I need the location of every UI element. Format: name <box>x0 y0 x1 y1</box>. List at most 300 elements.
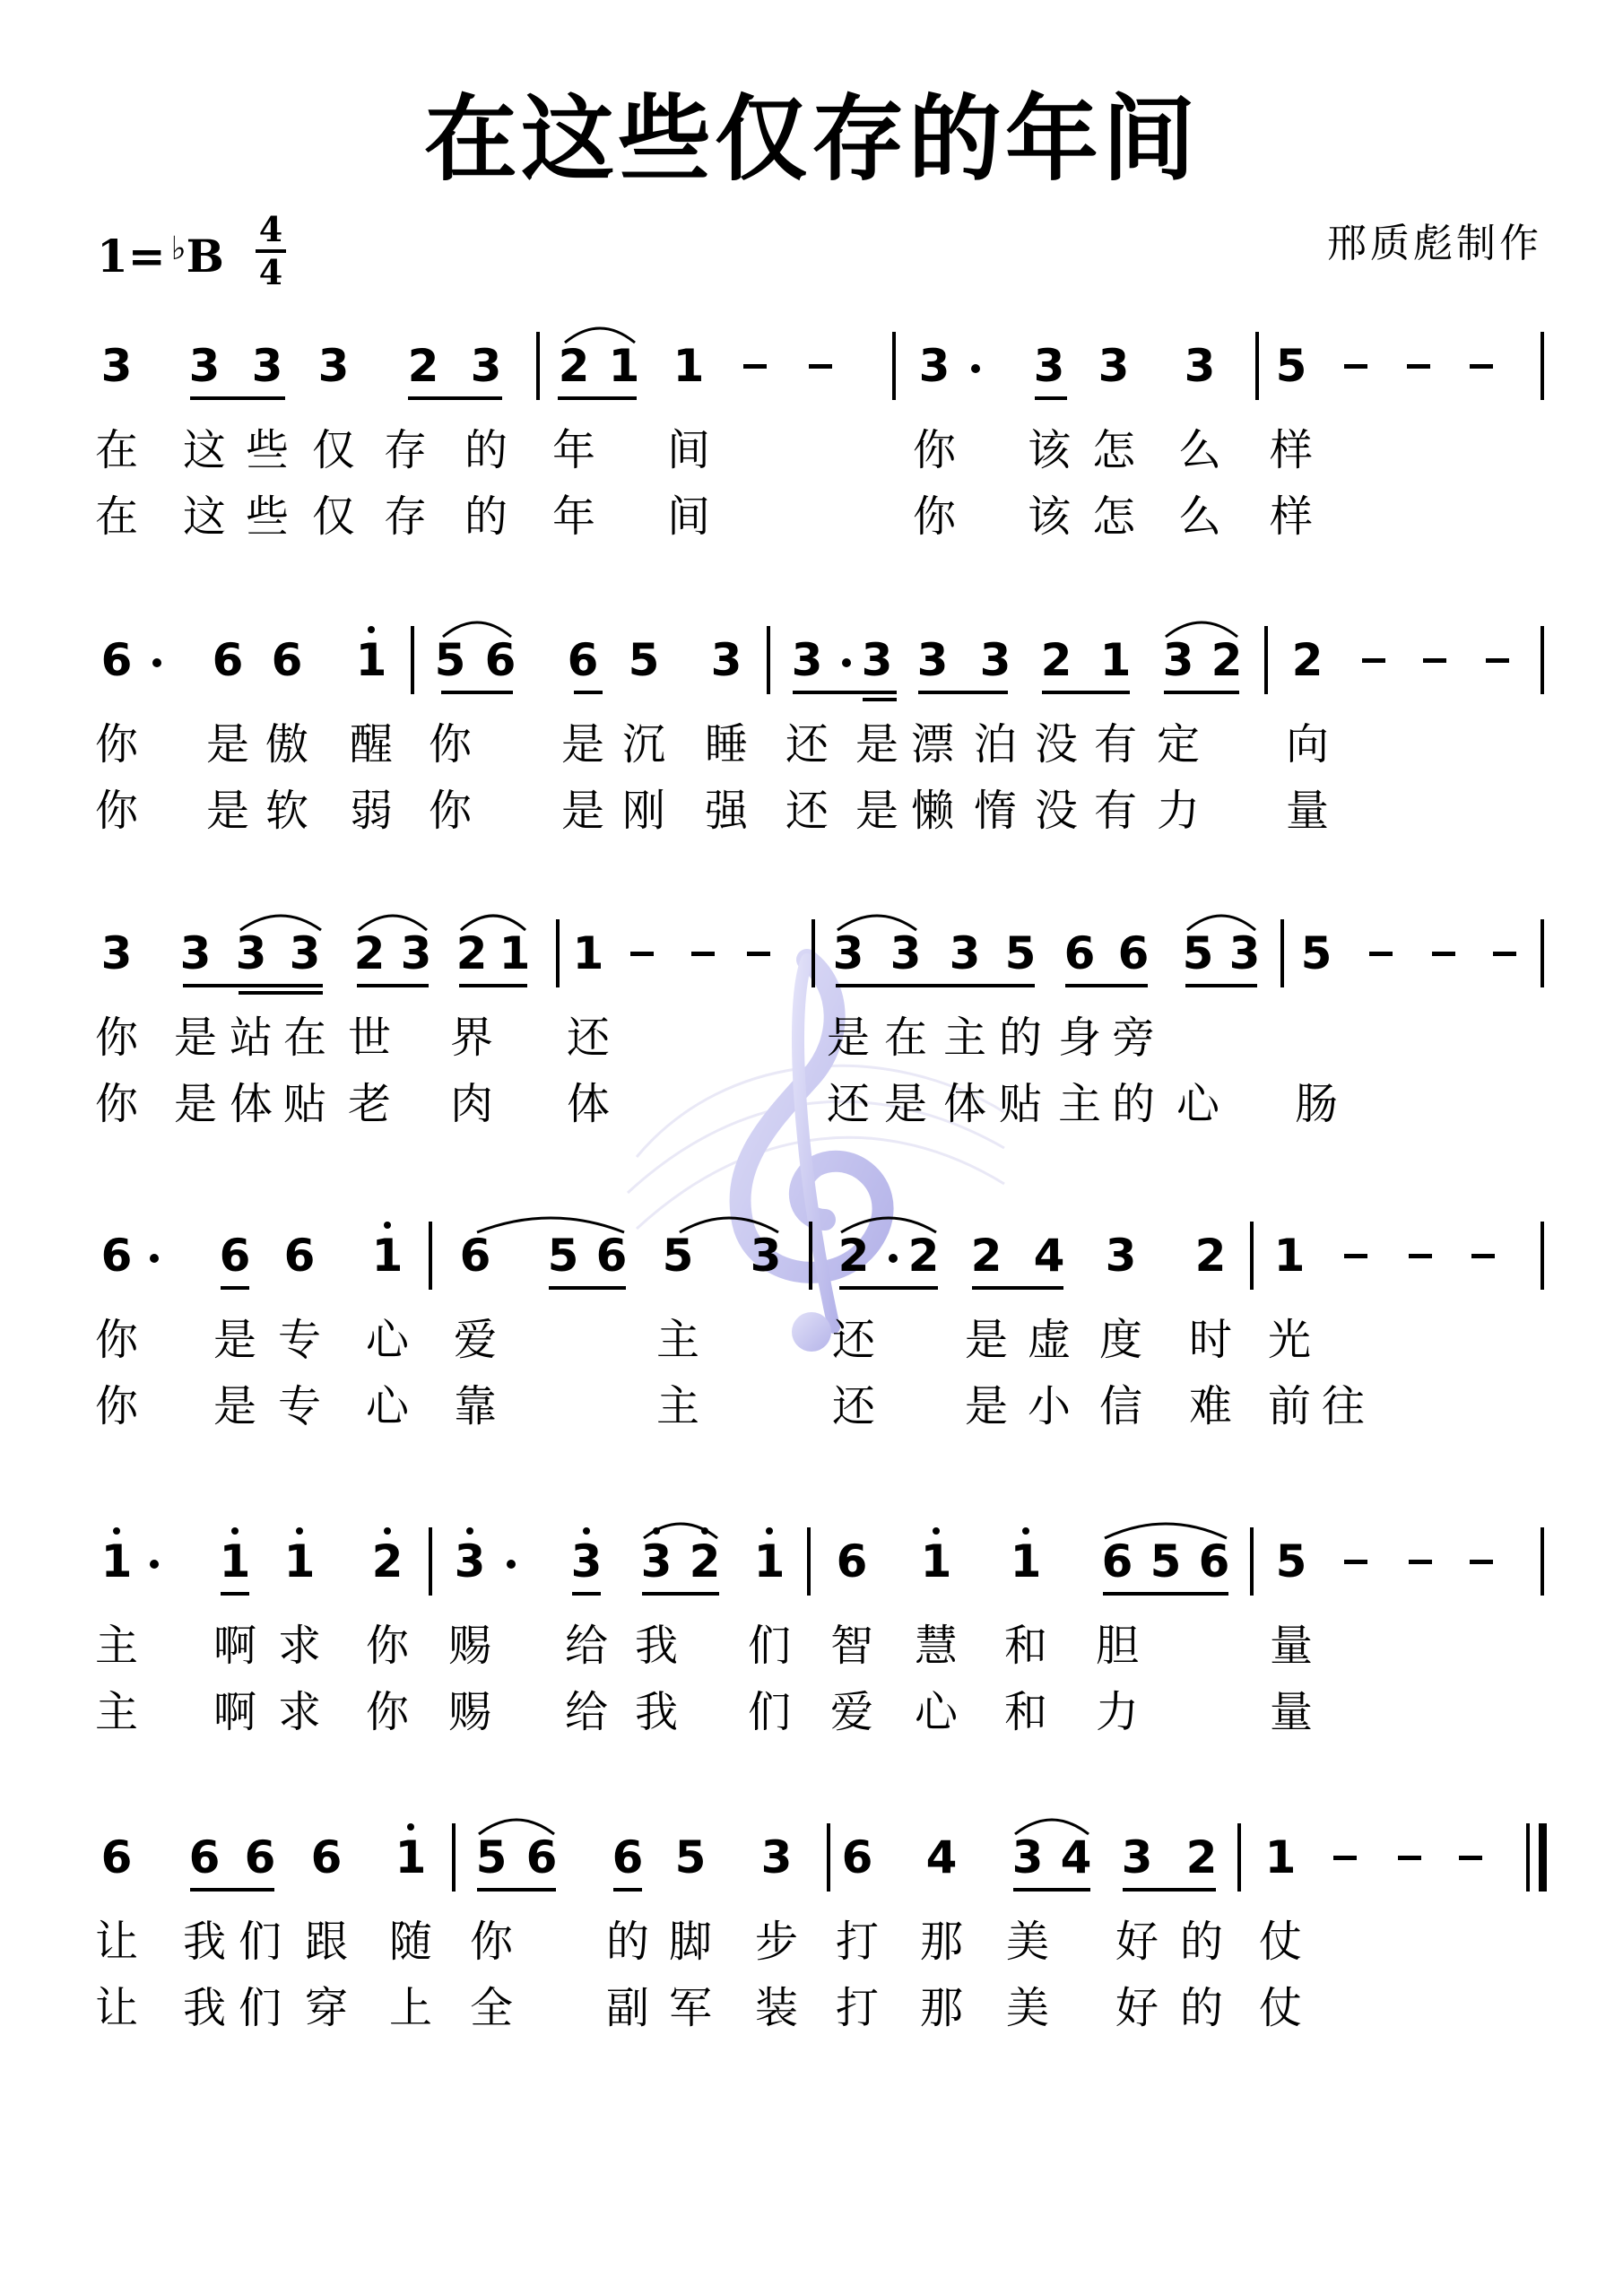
augmentation-dot <box>150 1560 159 1569</box>
lyric-verse-1: 让 <box>94 1917 138 1967</box>
lyric-verse-1: 的 <box>1179 1917 1223 1967</box>
lyric-verse-2: 么 <box>1177 491 1221 542</box>
lyric-verse-2: 那 <box>919 1983 963 2033</box>
lyric-verse-1: 心 <box>365 1315 409 1365</box>
note: 3 <box>1098 340 1130 392</box>
note: 5 <box>1004 927 1037 979</box>
note: 3 <box>750 1230 782 1282</box>
augmentation-dot <box>889 1254 898 1263</box>
note: 3 <box>470 340 502 392</box>
lyric-verse-2: 心 <box>914 1687 958 1737</box>
sustain-dash <box>1409 1254 1432 1258</box>
beam-underline <box>836 984 1035 987</box>
sustain-dash <box>1409 1560 1432 1564</box>
sustain-dash <box>1486 658 1509 663</box>
beam-underline <box>558 396 637 400</box>
lyric-verse-1: 们 <box>238 1917 282 1967</box>
lyric-verse-2: 全 <box>469 1983 513 2033</box>
sustain-dash <box>691 952 715 956</box>
lyric-verse-1: 时 <box>1188 1315 1232 1365</box>
sustain-dash <box>1432 952 1455 956</box>
augmentation-dot <box>150 1254 159 1263</box>
sustain-dash <box>1369 952 1393 956</box>
lyric-verse-1: 仅 <box>311 425 355 475</box>
lyric-verse-1: 专 <box>277 1315 321 1365</box>
note: 5 <box>1300 927 1332 979</box>
note: 3 <box>832 927 864 979</box>
lyric-verse-1: 步 <box>754 1917 798 1967</box>
beam-underline <box>183 984 323 987</box>
lyric-verse-1: 年 <box>551 425 595 475</box>
note: 2 <box>558 340 590 392</box>
lyric-verse-2: 往 <box>1321 1381 1365 1431</box>
beam-underline <box>221 1592 249 1596</box>
note: 1 <box>608 340 640 392</box>
lyric-verse-1: 度 <box>1098 1315 1142 1365</box>
beam-underline <box>918 691 1008 694</box>
high-octave-dot <box>231 1527 239 1535</box>
lyric-verse-1: 的 <box>998 1013 1042 1063</box>
lyric-verse-2: 贴 <box>998 1079 1042 1129</box>
lyric-verse-2: 你 <box>428 786 472 836</box>
slur-tie <box>678 1209 780 1236</box>
beam-underline <box>239 991 323 995</box>
note: 1 <box>918 1536 954 1587</box>
lyric-verse-1: 是 <box>213 1315 256 1365</box>
credit-text: 邢质彪制作 <box>1327 221 1542 266</box>
note: 1 <box>572 927 604 979</box>
note: 5 <box>674 1831 707 1883</box>
high-octave-dot <box>466 1527 473 1535</box>
note: 1 <box>751 1536 787 1587</box>
barline <box>411 626 414 694</box>
note: 1 <box>1264 1831 1297 1883</box>
slur-tie <box>563 319 637 346</box>
lyric-verse-2: 些 <box>245 491 289 542</box>
note: 6 <box>1117 927 1150 979</box>
note: 3 <box>1162 634 1194 686</box>
key-note: B <box>186 230 224 283</box>
high-octave-dot <box>113 1527 120 1535</box>
lyric-verse-2: 们 <box>238 1983 282 2033</box>
note: 3 <box>179 927 212 979</box>
lyric-verse-2: 军 <box>668 1983 712 2033</box>
sustain-dash <box>1362 658 1385 663</box>
lyric-verse-2: 们 <box>747 1687 791 1737</box>
lyric-verse-1: 站 <box>229 1013 273 1063</box>
note: 6 <box>484 634 516 686</box>
lyric-verse-1: 这 <box>182 425 226 475</box>
barline-end <box>1541 626 1544 694</box>
note: 6 <box>100 1230 133 1282</box>
lyric-verse-1: 光 <box>1267 1315 1311 1365</box>
lyric-verse-1: 没 <box>1034 719 1078 770</box>
lyric-verse-1: 是 <box>205 719 249 770</box>
sustain-dash <box>1344 1560 1367 1564</box>
note: 3 <box>979 634 1011 686</box>
beam-underline <box>1164 691 1239 694</box>
note: 1 <box>1008 1536 1044 1587</box>
lyric-verse-2: 啊 <box>213 1687 256 1737</box>
lyric-verse-1: 美 <box>1005 1917 1049 1967</box>
barline <box>812 919 815 987</box>
note: 1 <box>1273 1230 1306 1282</box>
lyric-verse-2: 体 <box>942 1079 986 1129</box>
lyric-verse-2: 仅 <box>311 491 355 542</box>
sustain-dash <box>1471 1254 1495 1258</box>
note: 4 <box>925 1831 958 1883</box>
lyric-verse-2: 还 <box>826 1079 870 1129</box>
barline <box>429 1222 432 1290</box>
lyric-verse-2: 在 <box>94 491 138 542</box>
note: 2 <box>407 340 439 392</box>
beam-underline <box>613 1888 642 1892</box>
note: 6 <box>595 1230 628 1282</box>
lyric-verse-1: 你 <box>912 425 956 475</box>
lyric-verse-2: 量 <box>1269 1687 1313 1737</box>
lyric-verse-2: 求 <box>277 1687 321 1737</box>
note: 6 <box>1101 1535 1133 1587</box>
lyric-verse-1: 智 <box>829 1621 873 1671</box>
barline <box>892 332 896 400</box>
staff-system <box>0 1222 1623 1491</box>
beam-underline <box>1065 984 1148 987</box>
lyric-verse-1: 量 <box>1269 1621 1313 1671</box>
note: 2 <box>353 927 386 979</box>
note: 2 <box>970 1230 1002 1282</box>
lyric-verse-2: 年 <box>551 491 595 542</box>
note: 2 <box>1185 1831 1218 1883</box>
note: 6 <box>1063 927 1096 979</box>
high-octave-dot <box>296 1527 303 1535</box>
lyric-verse-1: 沉 <box>621 719 665 770</box>
barline <box>536 332 540 400</box>
note: 3 <box>638 1536 674 1587</box>
sustain-dash <box>1398 1856 1421 1860</box>
lyric-verse-1: 跟 <box>304 1917 348 1967</box>
note: 2 <box>1040 634 1072 686</box>
barline <box>827 1823 830 1892</box>
lyric-verse-2: 老 <box>347 1079 391 1129</box>
note: 6 <box>525 1831 558 1883</box>
note: 3 <box>861 634 893 686</box>
lyric-verse-1: 漂 <box>910 719 954 770</box>
lyric-verse-1: 样 <box>1269 425 1313 475</box>
note: 2 <box>687 1536 723 1587</box>
lyric-verse-2: 间 <box>666 491 710 542</box>
lyric-verse-1: 些 <box>245 425 289 475</box>
lyric-verse-2: 靠 <box>453 1381 497 1431</box>
beam-underline <box>839 1286 938 1290</box>
note: 3 <box>100 927 133 979</box>
lyric-verse-2: 的 <box>1179 1983 1223 2033</box>
note: 5 <box>628 634 660 686</box>
staff-system <box>0 332 1623 601</box>
slur-tie <box>642 1515 719 1542</box>
barline-end <box>1541 1222 1544 1290</box>
note: 3 <box>1011 1831 1044 1883</box>
lyric-verse-2: 是 <box>560 786 604 836</box>
lyric-verse-2: 还 <box>831 1381 875 1431</box>
lyric-verse-2: 怎 <box>1091 491 1135 542</box>
lyric-verse-2: 信 <box>1098 1381 1142 1431</box>
sustain-dash <box>747 952 770 956</box>
sustain-dash <box>630 952 654 956</box>
beam-underline <box>408 396 502 400</box>
note: 1 <box>369 1231 405 1281</box>
note: 6 <box>244 1831 276 1883</box>
lyric-verse-2: 你 <box>94 1381 138 1431</box>
lyric-verse-1: 随 <box>388 1917 432 1967</box>
lyric-verse-2: 还 <box>785 786 829 836</box>
lyric-verse-2: 美 <box>1005 1983 1049 2033</box>
lyric-verse-2: 仗 <box>1258 1983 1302 2033</box>
lyric-verse-1: 是 <box>964 1315 1008 1365</box>
note: 6 <box>219 1230 251 1282</box>
lyric-verse-2: 贴 <box>282 1079 326 1129</box>
lyric-verse-1: 主 <box>94 1621 138 1671</box>
lyric-verse-2: 懒 <box>910 786 954 836</box>
slur-tie <box>1103 1515 1228 1542</box>
lyric-verse-1: 是 <box>826 1013 870 1063</box>
beam-underline <box>572 1592 601 1596</box>
slur-tie <box>1185 907 1257 934</box>
lyric-verse-2: 你 <box>94 786 138 836</box>
note: 3 <box>568 1536 604 1587</box>
sustain-dash <box>1423 658 1446 663</box>
time-signature <box>253 209 289 292</box>
lyric-verse-2: 体 <box>229 1079 273 1129</box>
lyric-verse-2: 给 <box>564 1687 608 1737</box>
lyric-verse-2: 爱 <box>829 1687 873 1737</box>
note: 6 <box>459 1230 491 1282</box>
beam-underline <box>190 1888 274 1892</box>
note: 5 <box>1182 927 1214 979</box>
lyric-verse-1: 在 <box>883 1013 927 1063</box>
slur-tie <box>1013 1811 1090 1838</box>
note: 2 <box>1194 1230 1227 1282</box>
note: 4 <box>1033 1230 1065 1282</box>
sustain-dash <box>1470 364 1493 369</box>
note: 1 <box>353 635 389 685</box>
note: 3 <box>235 927 267 979</box>
note: 6 <box>310 1831 343 1883</box>
lyric-verse-2: 肠 <box>1294 1079 1338 1129</box>
lyric-verse-2: 小 <box>1027 1381 1071 1431</box>
lyric-verse-1: 的 <box>605 1917 649 1967</box>
note: 6 <box>212 634 244 686</box>
final-barline-thin <box>1526 1823 1530 1892</box>
lyric-verse-2: 的 <box>464 491 508 542</box>
barline <box>767 626 770 694</box>
note: 2 <box>838 1230 870 1282</box>
lyric-verse-2: 这 <box>182 491 226 542</box>
slur-tie <box>239 907 323 934</box>
lyric-verse-1: 你 <box>94 1315 138 1365</box>
lyric-verse-2: 副 <box>605 1983 649 2033</box>
lyric-verse-2: 没 <box>1034 786 1078 836</box>
lyric-verse-1: 好 <box>1115 1917 1159 1967</box>
lyric-verse-1: 主 <box>655 1315 699 1365</box>
lyric-verse-2: 弱 <box>349 786 393 836</box>
lyric-verse-1: 打 <box>835 1917 879 1967</box>
lyric-verse-2: 是 <box>205 786 249 836</box>
augmentation-dot <box>842 658 851 667</box>
note: 3 <box>289 927 321 979</box>
sustain-dash <box>1493 952 1516 956</box>
key-signature <box>97 222 224 283</box>
note: 3 <box>452 1536 488 1587</box>
lyric-verse-1: 有 <box>1093 719 1137 770</box>
barline <box>1237 1823 1241 1892</box>
song-title: 在这些仅存的年间 <box>423 83 1199 194</box>
beam-underline <box>863 698 897 701</box>
lyric-verse-1: 界 <box>449 1013 493 1063</box>
lyric-verse-2: 有 <box>1093 786 1137 836</box>
note: 3 <box>1121 1831 1153 1883</box>
sustain-dash <box>743 364 767 369</box>
lyric-verse-2: 穿 <box>304 1983 348 2033</box>
note: 1 <box>99 1536 135 1587</box>
lyric-verse-1: 旁 <box>1111 1013 1155 1063</box>
beam-underline <box>1103 1592 1228 1596</box>
beam-underline <box>1185 984 1257 987</box>
barline <box>1280 919 1284 987</box>
lyric-verse-1: 你 <box>94 719 138 770</box>
lyric-verse-1: 虚 <box>1027 1315 1071 1365</box>
note: 3 <box>251 340 283 392</box>
beam-underline <box>574 691 603 694</box>
lyric-verse-1: 的 <box>464 425 508 475</box>
lyric-verse-2: 主 <box>1057 1079 1101 1129</box>
lyric-verse-1: 定 <box>1156 719 1200 770</box>
lyric-verse-1: 怎 <box>1091 425 1135 475</box>
note: 1 <box>673 340 705 392</box>
lyric-verse-1: 是 <box>173 1013 217 1063</box>
sustain-dash <box>1470 1560 1493 1564</box>
note: 3 <box>890 927 922 979</box>
lyric-verse-1: 是 <box>560 719 604 770</box>
lyric-verse-1: 主 <box>942 1013 986 1063</box>
slur-tie <box>839 1209 938 1236</box>
lyric-verse-2: 是 <box>213 1381 256 1431</box>
lyric-verse-1: 爱 <box>453 1315 497 1365</box>
barline <box>556 919 560 987</box>
lyric-verse-1: 你 <box>94 1013 138 1063</box>
lyric-verse-2: 惰 <box>973 786 1017 836</box>
note: 3 <box>1184 340 1216 392</box>
lyric-verse-2: 是 <box>173 1079 217 1129</box>
beam-underline <box>221 1286 249 1290</box>
lyric-verse-2: 我 <box>182 1983 226 2033</box>
lyric-verse-1: 还 <box>785 719 829 770</box>
lyric-verse-1: 那 <box>919 1917 963 1967</box>
note: 6 <box>836 1535 868 1587</box>
note: 6 <box>612 1831 644 1883</box>
high-octave-dot <box>368 626 375 633</box>
lyric-verse-2: 好 <box>1115 1983 1159 2033</box>
note: 5 <box>1150 1535 1182 1587</box>
lyric-verse-2: 是 <box>855 786 898 836</box>
note: 6 <box>100 1831 133 1883</box>
sustain-dash <box>1333 1856 1357 1860</box>
high-octave-dot <box>407 1823 414 1831</box>
note: 3 <box>188 340 221 392</box>
beam-underline <box>459 984 527 987</box>
lyric-verse-2: 体 <box>566 1079 610 1129</box>
lyric-verse-2: 刚 <box>621 786 665 836</box>
note: 3 <box>1033 340 1065 392</box>
beam-underline <box>793 691 897 694</box>
note: 6 <box>188 1831 221 1883</box>
lyric-verse-2: 样 <box>1269 491 1313 542</box>
lyric-verse-2: 你 <box>365 1687 409 1737</box>
slur-tie <box>441 613 513 640</box>
augmentation-dot <box>971 364 980 373</box>
lyric-verse-2: 强 <box>704 786 748 836</box>
lyric-verse-1: 你 <box>428 719 472 770</box>
lyric-verse-1: 和 <box>1003 1621 1047 1671</box>
lyric-verse-1: 脚 <box>668 1917 712 1967</box>
lyric-verse-2: 主 <box>655 1381 699 1431</box>
lyric-verse-1: 间 <box>666 425 710 475</box>
lyric-verse-2: 软 <box>265 786 308 836</box>
lyric-verse-1: 睡 <box>704 719 748 770</box>
lyric-verse-2: 难 <box>1188 1381 1232 1431</box>
staff-system <box>0 919 1623 1188</box>
lyric-verse-1: 我 <box>634 1621 678 1671</box>
lyric-verse-2: 是 <box>883 1079 927 1129</box>
barline <box>807 1527 811 1596</box>
lyric-verse-2: 存 <box>383 491 427 542</box>
lyric-verse-1: 你 <box>469 1917 513 1967</box>
note: 5 <box>547 1230 579 1282</box>
note: 3 <box>918 340 950 392</box>
lyric-verse-1: 在 <box>94 425 138 475</box>
lyric-verse-1: 胆 <box>1095 1621 1139 1671</box>
note: 3 <box>1228 927 1261 979</box>
lyric-verse-1: 还 <box>566 1013 610 1063</box>
lyric-verse-2: 我 <box>634 1687 678 1737</box>
note: 5 <box>662 1230 694 1282</box>
lyric-verse-1: 世 <box>347 1013 391 1063</box>
sustain-dash <box>1344 1254 1367 1258</box>
high-octave-dot <box>583 1527 590 1535</box>
slur-tie <box>477 1811 556 1838</box>
note: 3 <box>1105 1230 1137 1282</box>
beam-underline <box>441 691 513 694</box>
beam-underline <box>972 1286 1063 1290</box>
slur-tie <box>475 1209 626 1236</box>
barline <box>452 1823 456 1892</box>
beam-underline <box>190 396 285 400</box>
lyric-verse-1: 傲 <box>265 719 308 770</box>
barline-end <box>1541 1527 1544 1596</box>
note: 6 <box>283 1230 316 1282</box>
lyric-verse-2: 心 <box>1176 1079 1219 1129</box>
lyric-verse-2: 让 <box>94 1983 138 2033</box>
high-octave-dot <box>766 1527 773 1535</box>
lyric-verse-1: 该 <box>1027 425 1071 475</box>
high-octave-dot <box>384 1527 391 1535</box>
lyric-verse-2: 前 <box>1267 1381 1311 1431</box>
note: 1 <box>1099 634 1132 686</box>
staff-system <box>0 626 1623 895</box>
note: 3 <box>400 927 432 979</box>
sustain-dash <box>1344 364 1367 369</box>
lyric-verse-1: 我 <box>182 1917 226 1967</box>
lyric-verse-2: 该 <box>1027 491 1071 542</box>
